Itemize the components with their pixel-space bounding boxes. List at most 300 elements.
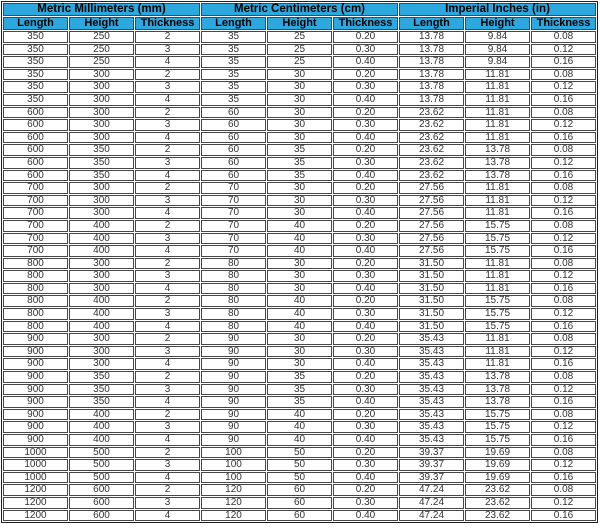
table-cell: 35.43	[399, 371, 464, 383]
table-cell: 11.81	[465, 182, 530, 194]
table-cell: 400	[69, 220, 134, 232]
table-cell: 70	[201, 207, 266, 219]
table-cell: 35	[201, 81, 266, 93]
table-cell: 600	[3, 157, 68, 169]
table-cell: 600	[3, 119, 68, 131]
table-cell: 0.30	[333, 270, 398, 282]
table-cell: 70	[201, 233, 266, 245]
table-row	[3, 421, 596, 433]
table-cell: 27.56	[399, 195, 464, 207]
table-row	[3, 358, 596, 370]
table-cell: 300	[69, 346, 134, 358]
table-cell: 3	[135, 308, 200, 320]
table-cell: 0.20	[333, 144, 398, 156]
table-row	[3, 81, 596, 93]
table-cell: 35.43	[399, 358, 464, 370]
table-row	[3, 195, 596, 207]
table-cell: 25	[267, 31, 332, 43]
table-cell: 3	[135, 270, 200, 282]
table-cell: 15.75	[465, 233, 530, 245]
table-cell: 60	[201, 157, 266, 169]
table-cell: 30	[267, 346, 332, 358]
table-cell: 35	[201, 94, 266, 106]
table-cell: 900	[3, 421, 68, 433]
table-cell: 40	[267, 421, 332, 433]
table-row	[3, 384, 596, 396]
table-cell: 15.75	[465, 220, 530, 232]
table-cell: 120	[201, 484, 266, 496]
table-cell: 0.30	[333, 157, 398, 169]
table-cell: 0.30	[333, 308, 398, 320]
table-cell: 0.16	[531, 396, 596, 408]
table-cell: 30	[267, 182, 332, 194]
table-cell: 0.40	[333, 396, 398, 408]
table-cell: 35	[201, 69, 266, 81]
table-cell: 4	[135, 510, 200, 522]
table-row	[3, 396, 596, 408]
table-cell: 350	[3, 81, 68, 93]
table-cell: 0.08	[531, 409, 596, 421]
table-cell: 120	[201, 510, 266, 522]
table-cell: 0.30	[333, 384, 398, 396]
table-cell: 4	[135, 94, 200, 106]
table-cell: 80	[201, 295, 266, 307]
table-cell: 13.78	[399, 69, 464, 81]
table-cell: 80	[201, 283, 266, 295]
table-cell: 30	[267, 107, 332, 119]
table-cell: 0.40	[333, 94, 398, 106]
table-cell: 350	[69, 396, 134, 408]
table-cell: 0.12	[531, 497, 596, 509]
table-cell: 60	[267, 497, 332, 509]
table-cell: 23.62	[399, 157, 464, 169]
table-cell: 300	[69, 94, 134, 106]
table-cell: 13.78	[399, 81, 464, 93]
table-cell: 2	[135, 258, 200, 270]
table-cell: 9.84	[465, 56, 530, 68]
table-cell: 0.08	[531, 295, 596, 307]
table-row	[3, 207, 596, 219]
table-cell: 30	[267, 119, 332, 131]
table-cell: 4	[135, 283, 200, 295]
table-cell: 0.20	[333, 295, 398, 307]
table-cell: 23.62	[399, 170, 464, 182]
table-cell: 700	[3, 195, 68, 207]
table-row	[3, 220, 596, 232]
table-cell: 15.75	[465, 409, 530, 421]
table-cell: 4	[135, 132, 200, 144]
table-cell: 0.30	[333, 497, 398, 509]
table-cell: 11.81	[465, 258, 530, 270]
table-cell: 800	[3, 258, 68, 270]
column-header-length-mm: Length	[3, 17, 68, 30]
table-cell: 500	[69, 472, 134, 484]
table-cell: 0.20	[333, 447, 398, 459]
table-cell: 35.43	[399, 346, 464, 358]
table-cell: 800	[3, 283, 68, 295]
table-cell: 13.78	[465, 371, 530, 383]
table-cell: 50	[267, 459, 332, 471]
table-cell: 300	[69, 81, 134, 93]
table-cell: 300	[69, 132, 134, 144]
table-cell: 13.78	[465, 170, 530, 182]
table-cell: 350	[3, 56, 68, 68]
table-cell: 2	[135, 182, 200, 194]
size-conversion-table	[1, 1, 598, 523]
table-cell: 40	[267, 295, 332, 307]
table-cell: 300	[69, 258, 134, 270]
table-cell: 0.40	[333, 56, 398, 68]
table-cell: 3	[135, 81, 200, 93]
table-cell: 15.75	[465, 421, 530, 433]
table-row	[3, 144, 596, 156]
table-cell: 0.08	[531, 258, 596, 270]
table-cell: 800	[3, 321, 68, 333]
table-cell: 60	[201, 107, 266, 119]
table-cell: 60	[201, 132, 266, 144]
column-header-height-cm: Height	[267, 17, 332, 30]
table-cell: 350	[69, 384, 134, 396]
table-cell: 2	[135, 333, 200, 345]
table-cell: 90	[201, 333, 266, 345]
table-cell: 600	[3, 170, 68, 182]
table-row	[3, 94, 596, 106]
table-cell: 23.62	[399, 107, 464, 119]
table-cell: 35.43	[399, 421, 464, 433]
table-row	[3, 308, 596, 320]
table-cell: 0.16	[531, 321, 596, 333]
table-cell: 35	[201, 56, 266, 68]
table-cell: 350	[3, 44, 68, 56]
table-cell: 11.81	[465, 346, 530, 358]
table-cell: 0.12	[531, 384, 596, 396]
table-cell: 900	[3, 434, 68, 446]
table-cell: 3	[135, 44, 200, 56]
table-cell: 600	[69, 510, 134, 522]
table-cell: 60	[267, 510, 332, 522]
table-cell: 30	[267, 132, 332, 144]
table-cell: 39.37	[399, 447, 464, 459]
table-cell: 11.81	[465, 107, 530, 119]
table-cell: 30	[267, 283, 332, 295]
table-cell: 350	[69, 144, 134, 156]
table-cell: 0.40	[333, 434, 398, 446]
table-cell: 11.81	[465, 195, 530, 207]
table-cell: 35	[267, 170, 332, 182]
table-cell: 0.20	[333, 333, 398, 345]
table-cell: 0.30	[333, 459, 398, 471]
table-cell: 35.43	[399, 409, 464, 421]
table-cell: 0.12	[531, 233, 596, 245]
table-cell: 900	[3, 333, 68, 345]
table-cell: 30	[267, 69, 332, 81]
table-cell: 0.16	[531, 56, 596, 68]
table-cell: 40	[267, 233, 332, 245]
table-cell: 600	[3, 107, 68, 119]
table-cell: 0.40	[333, 170, 398, 182]
table-cell: 4	[135, 321, 200, 333]
table-cell: 2	[135, 220, 200, 232]
table-cell: 13.78	[399, 44, 464, 56]
table-cell: 2	[135, 484, 200, 496]
table-cell: 0.16	[531, 170, 596, 182]
table-cell: 40	[267, 321, 332, 333]
table-cell: 0.12	[531, 44, 596, 56]
table-cell: 30	[267, 94, 332, 106]
table-cell: 120	[201, 497, 266, 509]
table-cell: 35	[267, 396, 332, 408]
table-cell: 90	[201, 384, 266, 396]
table-cell: 500	[69, 459, 134, 471]
table-row	[3, 447, 596, 459]
table-cell: 27.56	[399, 233, 464, 245]
table-cell: 0.30	[333, 44, 398, 56]
column-header-thickness-mm: Thickness	[135, 17, 200, 30]
table-cell: 13.78	[399, 31, 464, 43]
table-row	[3, 510, 596, 522]
table-cell: 4	[135, 56, 200, 68]
table-cell: 0.12	[531, 81, 596, 93]
table-cell: 100	[201, 472, 266, 484]
table-cell: 0.16	[531, 94, 596, 106]
table-cell: 25	[267, 56, 332, 68]
table-cell: 0.20	[333, 182, 398, 194]
table-cell: 300	[69, 270, 134, 282]
table-cell: 3	[135, 195, 200, 207]
table-cell: 2	[135, 371, 200, 383]
table-cell: 13.78	[465, 384, 530, 396]
table-cell: 11.81	[465, 358, 530, 370]
table-cell: 35	[201, 44, 266, 56]
column-header-thickness-in: Thickness	[531, 17, 596, 30]
table-cell: 3	[135, 384, 200, 396]
table-cell: 0.12	[531, 119, 596, 131]
table-cell: 2	[135, 31, 200, 43]
group-header-metric-mm: Metric Millimeters (mm)	[3, 3, 200, 16]
table-cell: 9.84	[465, 44, 530, 56]
table-cell: 600	[3, 144, 68, 156]
table-row	[3, 44, 596, 56]
table-cell: 3	[135, 497, 200, 509]
table-cell: 0.12	[531, 195, 596, 207]
table-cell: 31.50	[399, 295, 464, 307]
table-cell: 900	[3, 346, 68, 358]
table-cell: 11.81	[465, 69, 530, 81]
table-cell: 0.20	[333, 220, 398, 232]
table-cell: 40	[267, 434, 332, 446]
table-cell: 60	[201, 144, 266, 156]
table-cell: 0.30	[333, 81, 398, 93]
table-cell: 300	[69, 333, 134, 345]
table-cell: 600	[3, 132, 68, 144]
table-cell: 0.12	[531, 421, 596, 433]
table-cell: 15.75	[465, 308, 530, 320]
table-row	[3, 182, 596, 194]
table-row	[3, 107, 596, 119]
table-cell: 90	[201, 358, 266, 370]
table-cell: 800	[3, 308, 68, 320]
table-cell: 300	[69, 119, 134, 131]
table-cell: 11.81	[465, 333, 530, 345]
table-cell: 0.12	[531, 459, 596, 471]
table-cell: 27.56	[399, 207, 464, 219]
table-cell: 31.50	[399, 270, 464, 282]
table-cell: 2	[135, 295, 200, 307]
table-cell: 600	[69, 497, 134, 509]
table-cell: 90	[201, 346, 266, 358]
table-cell: 0.08	[531, 484, 596, 496]
table-cell: 900	[3, 371, 68, 383]
table-cell: 80	[201, 258, 266, 270]
table-cell: 400	[69, 295, 134, 307]
table-cell: 25	[267, 44, 332, 56]
table-row	[3, 31, 596, 43]
table-cell: 11.81	[465, 94, 530, 106]
table-row	[3, 56, 596, 68]
table-cell: 60	[201, 119, 266, 131]
table-cell: 4	[135, 358, 200, 370]
table-cell: 4	[135, 396, 200, 408]
table-cell: 70	[201, 220, 266, 232]
table-cell: 90	[201, 409, 266, 421]
table-row	[3, 69, 596, 81]
table-cell: 700	[3, 182, 68, 194]
table-cell: 3	[135, 157, 200, 169]
table-cell: 0.08	[531, 220, 596, 232]
table-cell: 39.37	[399, 459, 464, 471]
table-cell: 400	[69, 233, 134, 245]
table-cell: 23.62	[465, 497, 530, 509]
table-cell: 0.40	[333, 283, 398, 295]
table-cell: 350	[69, 170, 134, 182]
table-row	[3, 484, 596, 496]
table-cell: 50	[267, 472, 332, 484]
table-cell: 11.81	[465, 207, 530, 219]
table-cell: 60	[267, 484, 332, 496]
table-cell: 900	[3, 358, 68, 370]
table-cell: 11.81	[465, 132, 530, 144]
table-cell: 2	[135, 409, 200, 421]
table-cell: 35.43	[399, 434, 464, 446]
table-cell: 1200	[3, 497, 68, 509]
table-cell: 70	[201, 195, 266, 207]
table-cell: 0.40	[333, 510, 398, 522]
table-cell: 0.08	[531, 69, 596, 81]
table-cell: 39.37	[399, 472, 464, 484]
table-cell: 27.56	[399, 182, 464, 194]
table-cell: 4	[135, 207, 200, 219]
table-cell: 13.78	[399, 94, 464, 106]
table-cell: 47.24	[399, 497, 464, 509]
table-cell: 60	[201, 170, 266, 182]
table-cell: 0.08	[531, 371, 596, 383]
table-cell: 800	[3, 295, 68, 307]
column-header-height-mm: Height	[69, 17, 134, 30]
table-cell: 40	[267, 220, 332, 232]
table-cell: 350	[3, 69, 68, 81]
table-cell: 350	[3, 94, 68, 106]
table-cell: 400	[69, 434, 134, 446]
table-cell: 23.62	[399, 132, 464, 144]
table-cell: 350	[69, 371, 134, 383]
table-cell: 80	[201, 321, 266, 333]
table-cell: 250	[69, 56, 134, 68]
table-cell: 0.40	[333, 245, 398, 257]
table-cell: 0.08	[531, 31, 596, 43]
table-row	[3, 270, 596, 282]
table-cell: 0.08	[531, 107, 596, 119]
table-cell: 300	[69, 195, 134, 207]
table-cell: 13.78	[399, 56, 464, 68]
column-header-thickness-cm: Thickness	[333, 17, 398, 30]
table-row	[3, 434, 596, 446]
table-cell: 250	[69, 44, 134, 56]
table-cell: 4	[135, 245, 200, 257]
table-row	[3, 170, 596, 182]
table-cell: 350	[69, 157, 134, 169]
table-cell: 30	[267, 81, 332, 93]
column-header-height-in: Height	[465, 17, 530, 30]
table-cell: 100	[201, 447, 266, 459]
table-cell: 0.12	[531, 346, 596, 358]
table-cell: 19.69	[465, 472, 530, 484]
table-cell: 50	[267, 447, 332, 459]
table-cell: 11.81	[465, 283, 530, 295]
table-cell: 11.81	[465, 119, 530, 131]
table-cell: 15.75	[465, 295, 530, 307]
table-cell: 80	[201, 270, 266, 282]
table-cell: 0.20	[333, 31, 398, 43]
table-cell: 0.40	[333, 358, 398, 370]
table-cell: 35.43	[399, 333, 464, 345]
table-cell: 900	[3, 396, 68, 408]
table-cell: 2	[135, 447, 200, 459]
table-cell: 0.16	[531, 358, 596, 370]
table-cell: 300	[69, 283, 134, 295]
table-cell: 13.78	[465, 396, 530, 408]
table-cell: 0.20	[333, 69, 398, 81]
table-cell: 13.78	[465, 144, 530, 156]
table-cell: 0.20	[333, 409, 398, 421]
table-cell: 3	[135, 459, 200, 471]
table-cell: 350	[3, 31, 68, 43]
table-cell: 31.50	[399, 321, 464, 333]
table-cell: 11.81	[465, 270, 530, 282]
table-cell: 23.62	[399, 119, 464, 131]
table-cell: 35.43	[399, 396, 464, 408]
table-cell: 35.43	[399, 384, 464, 396]
table-row	[3, 258, 596, 270]
table-header	[3, 3, 596, 30]
table-cell: 31.50	[399, 283, 464, 295]
table-cell: 2	[135, 144, 200, 156]
table-cell: 90	[201, 421, 266, 433]
table-cell: 0.16	[531, 472, 596, 484]
table-cell: 0.30	[333, 195, 398, 207]
table-row	[3, 295, 596, 307]
table-row	[3, 497, 596, 509]
table-cell: 0.30	[333, 346, 398, 358]
table-cell: 400	[69, 409, 134, 421]
group-header-metric-cm: Metric Centimeters (cm)	[201, 3, 398, 16]
table-cell: 0.40	[333, 321, 398, 333]
table-cell: 0.16	[531, 245, 596, 257]
table-cell: 35	[267, 157, 332, 169]
group-header-imperial-in: Imperial Inches (in)	[399, 3, 596, 16]
table-cell: 90	[201, 434, 266, 446]
table-cell: 0.12	[531, 308, 596, 320]
table-cell: 35	[267, 371, 332, 383]
